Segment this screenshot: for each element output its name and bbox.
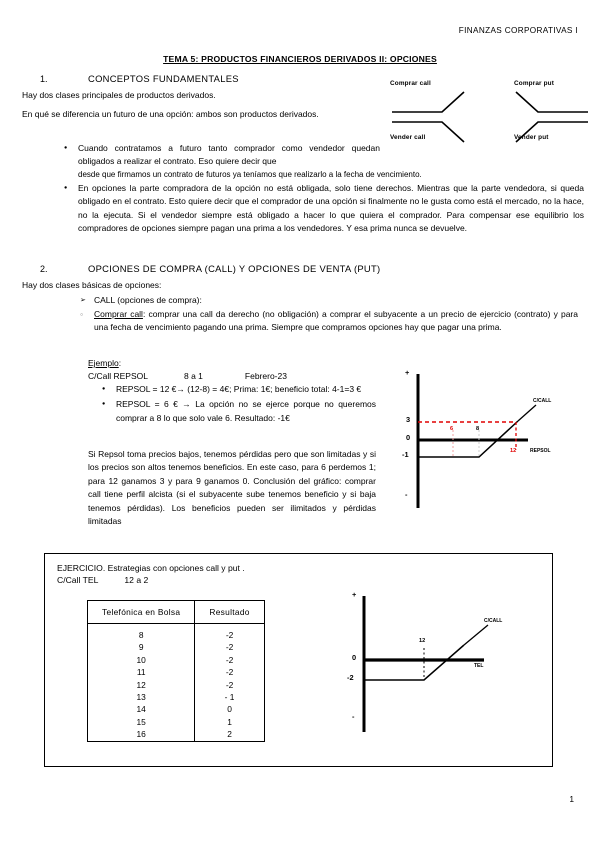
ytick-0: 0: [352, 653, 357, 662]
cell-price: 12: [88, 679, 195, 691]
ejemplo-bullet-2: REPSOL = 6 € → La opción no se ejerce porque no queremos comprar a 8 lo que solo vale 6. Resultado: -1€: [116, 399, 376, 423]
ytick-3: 3: [406, 415, 411, 424]
exercise-heading: EJERCICIO. Estrategias con opciones call y put .: [57, 563, 245, 573]
axis-top-marker: +: [352, 590, 357, 599]
cell-result: - 1: [195, 691, 264, 703]
ejemplo-strike: 8 a 1: [184, 371, 203, 381]
cell-result: 1: [195, 716, 264, 728]
table-row: [88, 728, 265, 741]
section-2-title: OPCIONES DE COMPRA (CALL) Y OPCIONES DE VENTA (PUT): [88, 263, 381, 274]
series-label-ccall: C/CALL: [484, 618, 503, 624]
ejemplo-bullet-1: REPSOL = 12 €→ (12-8) = 4€; Prima: 1€; beneficio total: 4-1=3 €: [116, 384, 362, 394]
document-header: FINANZAS CORPORATIVAS I: [458, 26, 578, 35]
ejemplo-label: Ejemplo: [88, 358, 119, 368]
cell-result: -2: [195, 641, 264, 653]
list-item: [100, 398, 376, 425]
label-comprar-put: Comprar put: [514, 80, 554, 87]
x-axis-label-repsol: REPSOL: [530, 448, 551, 454]
section-1-intro: Hay dos clases principales de productos derivados.: [22, 90, 216, 100]
chart-repsol-svg: [396, 368, 576, 516]
cell-price: 8: [88, 629, 195, 641]
table-row: [88, 716, 265, 728]
cell-result: -2: [195, 666, 264, 678]
cell-result: 2: [195, 728, 264, 741]
table-header-row: [88, 601, 265, 624]
table-row: [88, 679, 265, 691]
list-item: [100, 383, 376, 396]
cell-result: -2: [195, 654, 264, 666]
exercise-subheading: [57, 575, 148, 585]
xtick-6: 6: [450, 426, 454, 432]
bullet-2-text: En opciones la parte compradora de la opción no está obligada, solo tiene derechos. Mientras que la parte vendedora, si queda obligado en el contrato. Esto quiere decir que el comprador de una opción si finalmente no le gusta como está el mercado, no la hace, no la ejecuta. Si el vendedor siempre está obligado a hacer lo que quiera el comprador. Para compensar ese equilibrio los compradores de opciones siempre pagan una prima a los vendedores. Y esa prima nunca se devuelve.: [78, 183, 584, 234]
axis-bottom-marker: -: [405, 490, 408, 499]
ytick-neg2: -2: [347, 673, 354, 682]
section-2-intro: Hay dos clases básicas de opciones:: [22, 280, 162, 290]
xtick-12: 12: [419, 638, 426, 644]
table-row: [88, 641, 265, 653]
ytick-0: 0: [406, 433, 411, 442]
label-comprar-call: Comprar call: [390, 80, 431, 87]
table-row: [88, 629, 265, 641]
list-item: [62, 142, 380, 169]
comprar-call-term: Comprar call: [94, 309, 143, 319]
cell-result: -2: [195, 679, 264, 691]
cell-price: 16: [88, 728, 195, 741]
axis-bottom-marker: -: [352, 712, 355, 721]
cell-price: 11: [88, 666, 195, 678]
cell-price: 14: [88, 703, 195, 715]
payoff-extension: [464, 625, 488, 645]
section-2-number: 2.: [40, 264, 48, 274]
ejemplo-colon: :: [118, 358, 122, 368]
payoff-line: [364, 645, 464, 680]
chart-tel-svg: [338, 592, 534, 740]
column-header-resultado: Resultado: [195, 601, 264, 624]
column-header-telefonica: Telefónica en Bolsa: [88, 601, 195, 624]
list-item-call-heading: [78, 294, 538, 307]
section-1-question: En qué se diferencia un futuro de una opción: ambos son productos derivados.: [22, 109, 319, 119]
call-heading-text: CALL (opciones de compra):: [94, 295, 202, 305]
bullet-1-line-1: Cuando contratamos a futuro tanto comprador como vendedor: [78, 143, 345, 153]
cell-result: -2: [195, 629, 264, 641]
section-2-conclusion: Si Repsol toma precios bajos, tenemos pérdidas pero que son limitadas y si los precios son altos tenemos beneficios. En este caso, para 6 perdemos 1; para 12 ganamos 3 y para 9 ganamos 0. Conclusión del gráfico: comprar call tiene perfil alcista (si el subyacente sube tenemos beneficio y si baja tenemos pérdidas). Los beneficios pueden ser ilimitados y pérdidas limitadas: [88, 449, 376, 527]
exercise-subheading-value: 12 a 2: [124, 575, 149, 585]
ytick-neg1: -1: [402, 450, 409, 459]
cell-price: 9: [88, 641, 195, 653]
chart-repsol: [396, 368, 576, 516]
list-item: [62, 182, 584, 236]
payoff-profiles-figure: [388, 82, 594, 144]
comprar-call-text: : comprar una call da derecho (no obligación) a comprar el subyacente a un precio de ejercicio (contrato) y para una fecha de vencimiento pagando una prima. Siempre que compramos opciones hay que pagar una prima.: [94, 309, 578, 333]
cell-result: 0: [195, 703, 264, 715]
x-axis-label-tel: TEL: [474, 663, 484, 669]
buy-call-line: [392, 92, 464, 112]
results-table: [87, 600, 265, 742]
page-title: TEMA 5: PRODUCTOS FINANCIEROS DERIVADOS II: OPCIONES: [163, 54, 437, 64]
buy-put-line: [516, 92, 588, 112]
list-item-comprar-call: [78, 308, 578, 335]
table-row: [88, 691, 265, 703]
ejemplo-instrument: C/Call REPSOL: [88, 371, 148, 381]
bullet-1-line-3: desde que firmamos un contrato de futuros ya teníamos que realizarlo a la fecha de vencimiento.: [78, 170, 422, 179]
xtick-12: 12: [510, 448, 517, 454]
table-row: [88, 703, 265, 715]
bullet-1-line-2: quedan obligados a realizar el contrato. Eso quiere decir que: [78, 143, 380, 167]
table-row: [88, 654, 265, 666]
cell-price: 10: [88, 654, 195, 666]
cell-price: 13: [88, 691, 195, 703]
page-number: 1: [569, 794, 574, 804]
section-1-title: CONCEPTOS FUNDAMENTALES: [88, 73, 239, 84]
axis-top-marker: +: [405, 368, 410, 377]
ejemplo-date: Febrero-23: [244, 371, 287, 381]
cell-price: 15: [88, 716, 195, 728]
exercise-subheading-label: C/Call TEL: [57, 575, 99, 585]
label-vender-call: Vender call: [390, 134, 426, 141]
series-label-ccall: C/CALL: [533, 398, 552, 404]
section-1-number: 1.: [40, 74, 48, 84]
xtick-8: 8: [476, 426, 480, 432]
chart-tel: [338, 592, 534, 740]
label-vender-put: Vender put: [514, 134, 549, 141]
table-row: [88, 666, 265, 678]
payoff-extension: [518, 405, 536, 421]
